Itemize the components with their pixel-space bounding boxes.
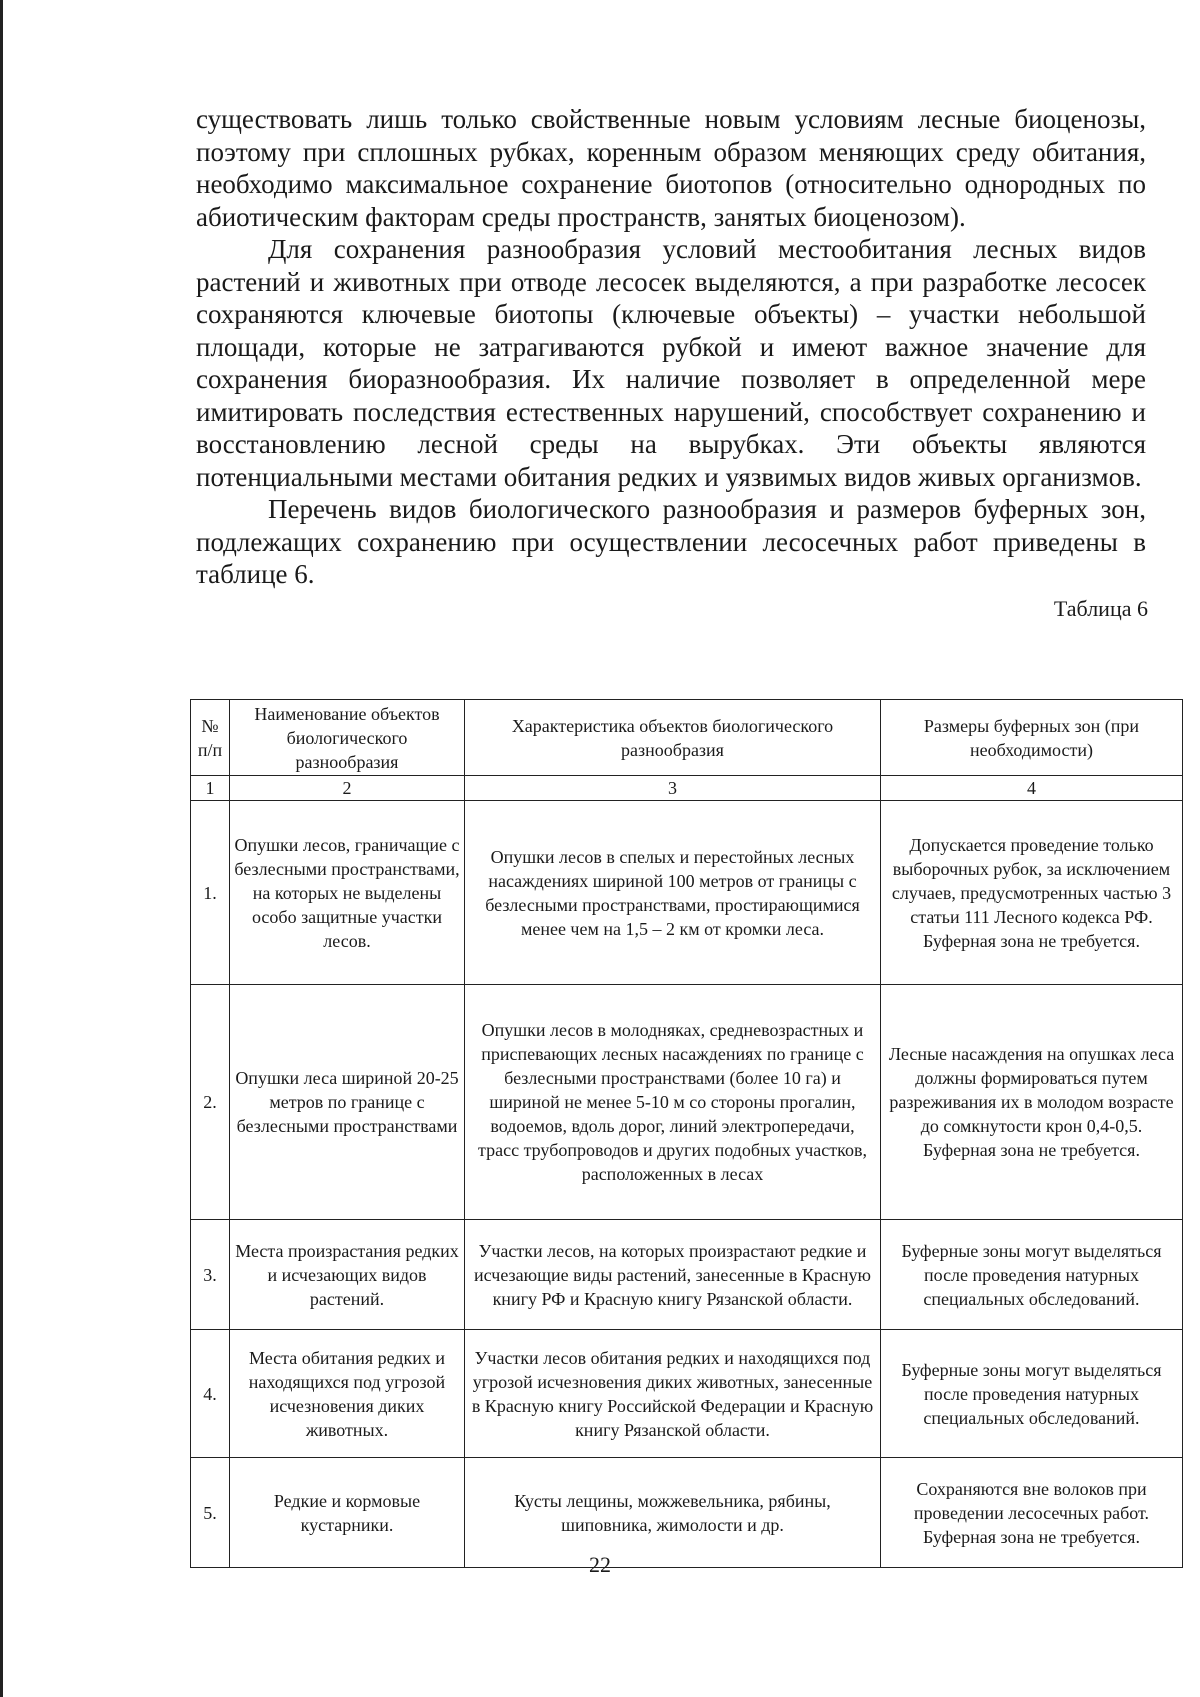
- row-buffer-zone: Буферные зоны могут выделяться после проведения натурных специальных обследований.: [881, 1330, 1183, 1458]
- row-characteristic: Кусты лещины, можжевельника, рябины, шиповника, жимолости и др.: [465, 1458, 881, 1568]
- row-object-name: Места произрастания редких и исчезающих видов растений.: [230, 1220, 465, 1330]
- row-characteristic: Участки лесов обитания редких и находящихся под угрозой исчезновения диких животных, занесенные в Красную книгу Российской Федерации и Красную книгу Рязанской области.: [465, 1330, 881, 1458]
- row-buffer-zone: Буферные зоны могут выделяться после проведения натурных специальных обследований.: [881, 1220, 1183, 1330]
- row-object-name: Места обитания редких и находящихся под угрозой исчезновения диких животных.: [230, 1330, 465, 1458]
- header-object-name: Наименование объектов биологического разнообразия: [230, 700, 465, 776]
- row-buffer-zone: Допускается проведение только выборочных рубок, за исключением случаев, предусмотренных частью 3 статьи 111 Лесного кодекса РФ. Буферная зона не требуется.: [881, 801, 1183, 985]
- column-number-row: [191, 776, 1183, 801]
- column-number: 2: [230, 776, 465, 801]
- row-number: 5.: [191, 1458, 230, 1568]
- table-row: [191, 1458, 1183, 1568]
- paragraph-2: Для сохранения разнообразия условий местообитания лесных видов растений и животных при отводе лесосек выделяются, а при разработке лесосек сохраняются ключевые биотопы (ключевые объекты) – участки небольшой площади, которые не затрагиваются рубкой и имеют важное значение для сохранения биоразнообразия. Их наличие позволяет в определенной мере имитировать последствия естественных нарушений, способствует сохранению и восстановлению лесной среды на вырубках. Эти объекты являются потенциальными местами обитания редких и уязвимых видов живых организмов.: [196, 234, 1146, 492]
- header-buffer-zone: Размеры буферных зон (при необходимости): [881, 700, 1183, 776]
- row-object-name: Опушки леса шириной 20-25 метров по границе с безлесными пространствами: [230, 985, 465, 1220]
- column-number: 4: [881, 776, 1183, 801]
- document-body: [196, 103, 1146, 622]
- row-number: 4.: [191, 1330, 230, 1458]
- table-row: [191, 985, 1183, 1220]
- table-row: [191, 1220, 1183, 1330]
- paragraph-1: существовать лишь только свойственные новым условиям лесные биоценозы, поэтому при сплошных рубках, коренным образом меняющих среду обитания, необходимо максимальное сохранение биотопов (относительно однородных по абиотическим факторам среды пространств, занятых биоценозом).: [196, 104, 1146, 232]
- row-object-name: Опушки лесов, граничащие с безлесными пространствами, на которых не выделены особо защитные участки лесов.: [230, 801, 465, 985]
- scan-edge-line: [0, 0, 3, 1697]
- page-number: 22: [589, 1552, 611, 1577]
- biodiversity-table: [190, 699, 1183, 1568]
- row-characteristic: Опушки лесов в спелых и перестойных лесных насаждениях шириной 100 метров от границы с безлесными пространствами, простирающимися менее чем на 1,5 – 2 км от кромки леса.: [465, 801, 881, 985]
- row-object-name: Редкие и кормовые кустарники.: [230, 1458, 465, 1568]
- table-header-row: [191, 700, 1183, 776]
- row-buffer-zone: Сохраняются вне волоков при проведении лесосечных работ. Буферная зона не требуется.: [881, 1458, 1183, 1568]
- row-characteristic: Участки лесов, на которых произрастают редкие и исчезающие виды растений, занесенные в Красную книгу РФ и Красную книгу Рязанской области.: [465, 1220, 881, 1330]
- row-characteristic: Опушки лесов в молодняках, средневозрастных и приспевающих лесных насаждениях по границе с безлесными пространствами (более 10 га) и шириной не менее 5-10 м со стороны прогалин, водоемов, вдоль дорог, линий электропередачи, трасс трубопроводов и других подобных участков, расположенных в лесах: [465, 985, 881, 1220]
- column-number: 1: [191, 776, 230, 801]
- paragraph-3: Перечень видов биологического разнообразия и размеров буферных зон, подлежащих сохранению при осуществлении лесосечных работ приведены в таблице 6.: [196, 494, 1146, 589]
- table-row: [191, 801, 1183, 985]
- row-number: 1.: [191, 801, 230, 985]
- table-row: [191, 1330, 1183, 1458]
- column-number: 3: [465, 776, 881, 801]
- row-number: 2.: [191, 985, 230, 1220]
- row-buffer-zone: Лесные насаждения на опушках леса должны формироваться путем разреживания их в молодом возрасте до сомкнутости крон 0,4-0,5. Буферная зона не требуется.: [881, 985, 1183, 1220]
- header-number: № п/п: [191, 700, 230, 776]
- row-number: 3.: [191, 1220, 230, 1330]
- table-caption: Таблица 6: [1053, 595, 1148, 621]
- header-characteristic: Характеристика объектов биологического разнообразия: [465, 700, 881, 776]
